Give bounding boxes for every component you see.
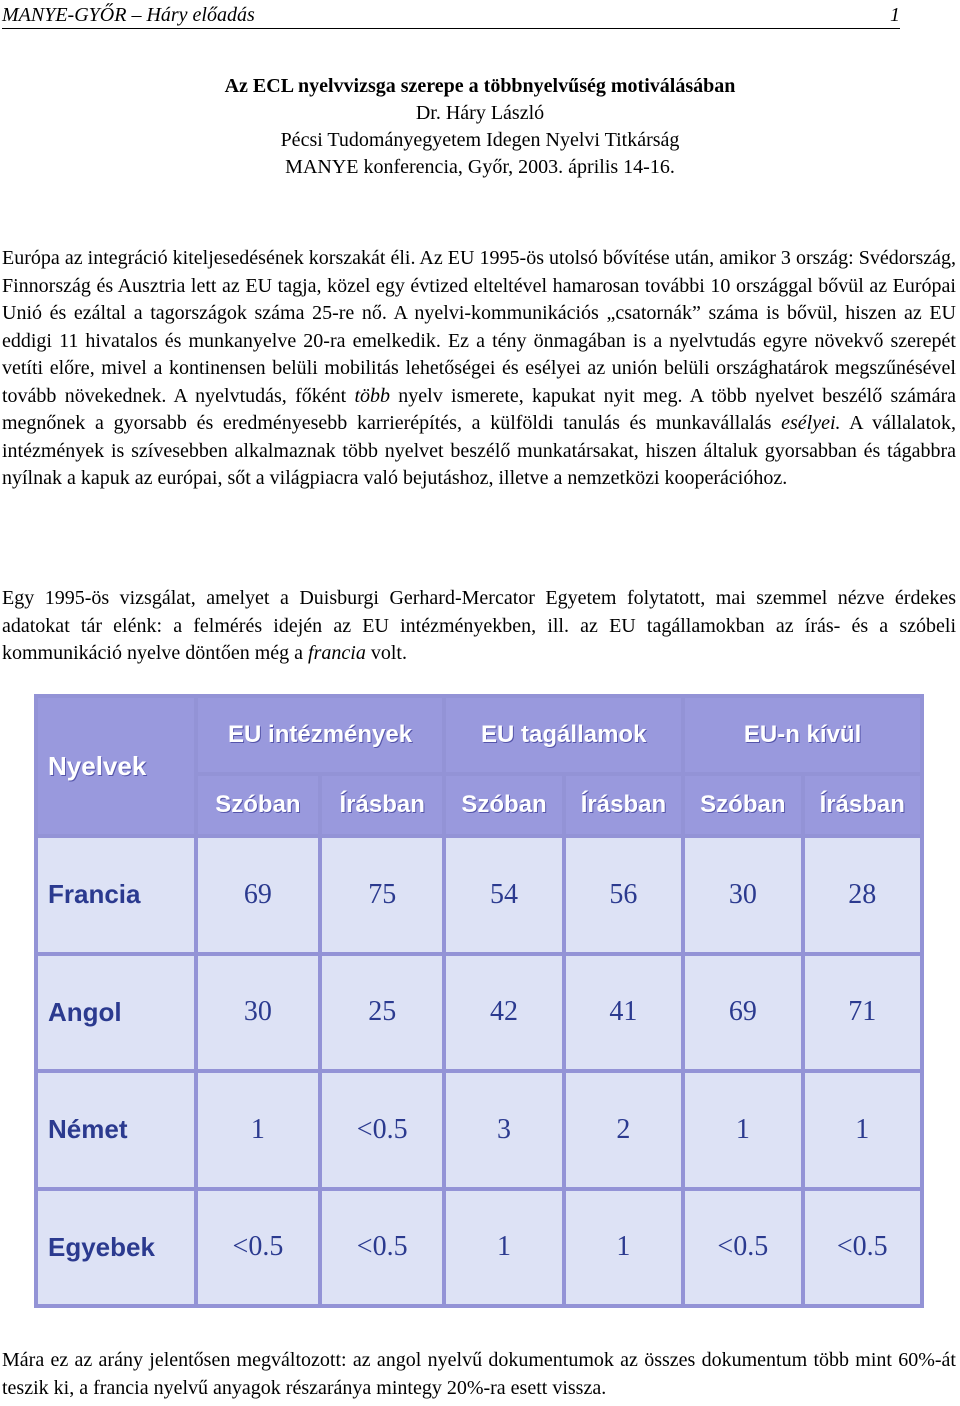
- table-cell: <0.5: [198, 1191, 318, 1305]
- table-cell: 42: [446, 956, 561, 1070]
- row-label: Német: [38, 1073, 194, 1187]
- table-cell: 1: [685, 1073, 800, 1187]
- page-number: 1: [890, 4, 900, 26]
- sub-header: Írásban: [322, 776, 442, 834]
- table-cell: 71: [805, 956, 920, 1070]
- paragraph-survey: [2, 585, 956, 668]
- table-cell: 3: [446, 1073, 561, 1187]
- table-cell: 30: [198, 956, 318, 1070]
- table-row: [38, 1073, 920, 1187]
- author: Dr. Háry László: [415, 102, 545, 124]
- sub-header: Szóban: [446, 776, 561, 834]
- row-label: Francia: [38, 838, 194, 952]
- table-cell: 1: [446, 1191, 561, 1305]
- table-row: [38, 838, 920, 952]
- paragraph-text: nyelv ismerete, kapukat nyit meg. A több nyelvet beszélő számára megnőnek a gyorsabb és eredményesebb karrierépítés, a külföldi tanulás és munkavállalás: [2, 384, 956, 434]
- affiliation: Pécsi Tudományegyetem Idegen Nyelvi Titkárság: [280, 129, 680, 151]
- table-cell: 1: [566, 1191, 681, 1305]
- table-cell: <0.5: [322, 1073, 442, 1187]
- table-cell: <0.5: [685, 1191, 800, 1305]
- table-cell: 56: [566, 838, 681, 952]
- paragraph-text: volt.: [365, 642, 407, 664]
- table-cell: <0.5: [805, 1191, 920, 1305]
- group-header: EU-n kívül: [685, 698, 920, 772]
- table-cell: 75: [322, 838, 442, 952]
- group-header: EU tagállamok: [446, 698, 681, 772]
- table-cell: 1: [198, 1073, 318, 1187]
- italic-text: esélyei.: [781, 412, 841, 434]
- paragraph-text: Európa az integráció kiteljesedésének korszakát éli. Az EU 1995-ös utolsó bővítése után, amikor 3 ország: Svédország, Finnország és Ausztria lett az EU tagja, közel egy évtized elteltével hamarosan további 10 országgal bővül az Európai Unió és ezáltal a tagországok száma 25-re nő. A nyelvi-kommunikációs „csatornák” száma is bővül, hiszen az EU eddigi 11 hivatalos és munkanyelve 20-ra emelkedik. Ez a tény önmagában is a nyelvtudás egyre növekvő szerepét vetíti előre, mivel a kontinensen belüli mobilitás lehetőségei és esélyei az unión belüli országhatárok megszűnésével tovább növekednek. A nyelvtudás, főként: [2, 247, 956, 407]
- document-title: Az ECL nyelvvizsga szerepe a többnyelvűség motiválásában: [224, 75, 736, 97]
- title-block: [0, 73, 960, 181]
- paragraph-intro: [2, 245, 956, 493]
- sub-header: Szóban: [198, 776, 318, 834]
- row-label: Angol: [38, 956, 194, 1070]
- paragraph-text: A vállalatok, intézmények is szívesebben alkalmaznak több nyelvet beszélő munkatársakat, hiszen általuk gyorsabban és tágabbra nyílnak a kapuk az európai, sőt a világpiacra való bejutáshoz, illetve a nemzetközi kooperációhoz.: [2, 412, 957, 489]
- table-row: [38, 956, 920, 1070]
- table-cell: 25: [322, 956, 442, 1070]
- language-table: [34, 694, 924, 1308]
- table-row: [38, 1191, 920, 1305]
- table-cell: 2: [566, 1073, 681, 1187]
- table-cell: 30: [685, 838, 800, 952]
- table-cell: 1: [805, 1073, 920, 1187]
- page-header: [2, 2, 900, 29]
- table-cell: 41: [566, 956, 681, 1070]
- table-cell: 28: [805, 838, 920, 952]
- table-cell: <0.5: [322, 1191, 442, 1305]
- table-cell: 54: [446, 838, 561, 952]
- row-label: Egyebek: [38, 1191, 194, 1305]
- language-table-frame: [34, 694, 924, 1308]
- conference: MANYE konferencia, Győr, 2003. április 14-16.: [285, 156, 675, 178]
- table-cell: 69: [685, 956, 800, 1070]
- sub-header: Szóban: [685, 776, 800, 834]
- header-title: MANYE-GYŐR – Háry előadás: [2, 4, 255, 26]
- paragraph-conclusion: Mára ez az arány jelentősen megváltozott: az angol nyelvű dokumentumok az összes dokumentum több mint 60%-át teszik ki, a francia nyelvű anyagok részaránya mintegy 20%-ra esett vissza.: [2, 1349, 956, 1399]
- table-cell: 69: [198, 838, 318, 952]
- italic-text: több: [354, 384, 391, 407]
- paragraph-text: Egy 1995-ös vizsgálat, amelyet a Duisburgi Gerhard-Mercator Egyetem folytatott, mai szemmel nézve érdekes adatokat tár elénk: a felmérés idején az EU intézményekben, ill. az EU tagállamokban az írás- és a szóbeli kommunikáció nyelve döntően még a: [2, 587, 956, 664]
- sub-header: Írásban: [566, 776, 681, 834]
- italic-text: francia: [308, 642, 366, 664]
- group-header: EU intézmények: [198, 698, 443, 772]
- sub-header: Írásban: [805, 776, 920, 834]
- corner-header: Nyelvek: [38, 698, 194, 834]
